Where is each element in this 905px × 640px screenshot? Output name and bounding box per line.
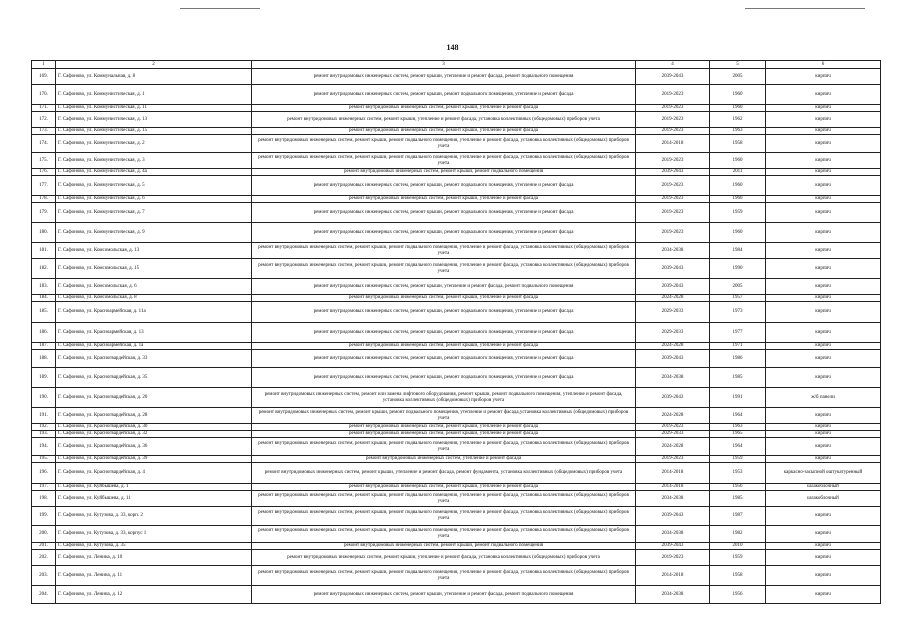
year-cell: 1965: [710, 431, 766, 438]
year-cell: 1959: [710, 550, 766, 566]
works-cell: ремонт внутридомовых инженерных систем, ремонт или замена лифтового оборудования, ремонт крыши, ремонт подвального помещения, утепление и ремонт фасада, установка коллективных (общедомовых) приборов учета: [252, 388, 636, 408]
year-cell: 1973: [710, 302, 766, 323]
year-cell: 1982: [710, 526, 766, 543]
row-number: 184.: [32, 295, 56, 302]
works-cell: ремонт внутридомовых инженерных систем, ремонт крыши, ремонт подвального помещения, утепление и ремонт фасада: [252, 176, 636, 196]
works-cell: ремонт внутридомовых инженерных систем, ремонт крыши, ремонт подвального помещения, утепление и ремонт фасада: [252, 350, 636, 368]
address-cell: Г. Сафоново, ул. Коммунистическая, д. 1: [56, 85, 252, 105]
year-cell: 1991: [710, 388, 766, 408]
period-cell: 2039-2043: [636, 69, 710, 85]
row-number: 185.: [32, 302, 56, 323]
table-row: [32, 196, 881, 203]
period-cell: 2014-2018: [636, 463, 710, 484]
works-cell: ремонт внутридомовых инженерных систем, ремонт крыши, ремонт подвального помещения, утепление и ремонт фасада: [252, 302, 636, 323]
works-cell: ремонт внутридомовых инженерных систем, ремонт крыши, ремонт подвального помещения: [252, 169, 636, 176]
address-cell: Г. Сафоново, ул. Красногвардейская, д. 30: [56, 424, 252, 431]
address-cell: Г. Сафоново, ул. Красноармейская, д. 11а: [56, 302, 252, 323]
row-number: 200.: [32, 526, 56, 543]
material-cell: кирпич: [766, 85, 881, 105]
table-row: [32, 69, 881, 85]
works-cell: ремонт внутридомовых инженерных систем, ремонт крыши, ремонт подвального помещения, утепление и ремонт фасада, установка коллективных (общедомовых) приборов учета: [252, 438, 636, 456]
works-cell: ремонт внутридомовых инженерных систем, ремонт крыши, утепление и ремонт фасада, установка коллективных (общедомовых) приборов учета: [252, 550, 636, 566]
row-number: 169.: [32, 69, 56, 85]
works-cell: ремонт внутридомовых инженерных систем, ремонт крыши, утепление и ремонт фасада: [252, 105, 636, 112]
material-cell: кирпич: [766, 259, 881, 279]
table-row: [32, 491, 881, 507]
works-cell: ремонт внутридомовых инженерных систем, ремонт крыши, ремонт подвального помещения, утепление и ремонт фасада, установка коллективных (общедомовых) приборов учета: [252, 507, 636, 526]
table-row: [32, 586, 881, 604]
table-row: [32, 169, 881, 176]
address-cell: Г. Сафоново, ул. Красноармейская, д. 13: [56, 323, 252, 343]
period-cell: 2034-2038: [636, 526, 710, 543]
works-cell: ремонт внутридомовых инженерных систем, ремонт крыши, ремонт подвального помещения, утепление и ремонт фасада, установка коллективных (общедомовых) приборов учета: [252, 153, 636, 169]
period-cell: 2029-2033: [636, 323, 710, 343]
address-cell: Г. Сафоново, ул. Коммунистическая, д. 3: [56, 153, 252, 169]
works-cell: ремонт внутридомовых инженерных систем, ремонт крыши, ремонт подвального помещения, утепление и ремонт фасада, установка коллективных (общедомовых) приборов учета: [252, 566, 636, 586]
address-cell: Г. Сафоново, ул. Коммунистическая, д. 7: [56, 203, 252, 223]
address-cell: Г. Сафоново, ул. Комсомольская, д. 6: [56, 279, 252, 295]
row-number: 170.: [32, 85, 56, 105]
table-row: [32, 550, 881, 566]
address-cell: Г. Сафоново, ул. Кутузова, д. 35: [56, 543, 252, 550]
table-row: [32, 484, 881, 491]
period-cell: 2019-2023: [636, 223, 710, 243]
works-cell: ремонт внутридомовых инженерных систем, ремонт крыши, ремонт подвального помещения, утепление и ремонт фасада: [252, 85, 636, 105]
address-cell: Г. Сафоново, ул. Коммунальная, д. 8: [56, 69, 252, 85]
material-cell: кирпич: [766, 153, 881, 169]
period-cell: 2019-2023: [636, 456, 710, 463]
address-cell: Г. Сафоново, ул. Ленина, д. 11: [56, 566, 252, 586]
row-number: 177.: [32, 176, 56, 196]
period-cell: 2014-2018: [636, 484, 710, 491]
address-cell: Г. Сафоново, ул. Комсомольская, д. 13: [56, 243, 252, 259]
table-row: [32, 259, 881, 279]
material-cell: кирпич: [766, 507, 881, 526]
table-row: [32, 368, 881, 388]
row-number: 203.: [32, 566, 56, 586]
year-cell: 1963: [710, 128, 766, 135]
row-number: 186.: [32, 323, 56, 343]
row-number: 190.: [32, 388, 56, 408]
table-row: [32, 203, 881, 223]
year-cell: 1960: [710, 196, 766, 203]
works-cell: ремонт внутридомовых инженерных систем, ремонт крыши, ремонт подвального помещения, утепление и ремонт фасада,установка коллективных (общедомовых) приборов учета: [252, 408, 636, 424]
works-cell: ремонт внутридомовых инженерных систем, ремонт крыши, утепление и ремонт фасада: [252, 484, 636, 491]
row-number: 193.: [32, 431, 56, 438]
row-number: 171.: [32, 105, 56, 112]
row-number: 191.: [32, 408, 56, 424]
material-cell: ж/б панели: [766, 388, 881, 408]
table-row: [32, 343, 881, 350]
material-cell: кирпич: [766, 203, 881, 223]
period-cell: 2019-2023: [636, 424, 710, 431]
material-cell: кирпич: [766, 550, 881, 566]
period-cell: 2019-2023: [636, 176, 710, 196]
top-rule-right: [745, 8, 865, 9]
address-cell: Г. Сафоново, ул. Кутузова, д. 33, корпус 1: [56, 526, 252, 543]
works-cell: ремонт внутридомовых инженерных систем, ремонт крыши, ремонт подвального помещения, утепление и ремонт фасада, установка коллективных (общедомовых) приборов учета: [252, 526, 636, 543]
table-row: [32, 85, 881, 105]
address-cell: Г. Сафоново, ул. Красногвардейская, д. 28: [56, 408, 252, 424]
year-cell: 1960: [710, 153, 766, 169]
year-cell: 1958: [710, 135, 766, 153]
period-cell: 2019-2023: [636, 128, 710, 135]
address-cell: Г. Сафоново, ул. Красногвардейская, д. 33: [56, 350, 252, 368]
row-number: 175.: [32, 153, 56, 169]
address-cell: Г. Сафоново, ул. Красногвардейская, д. 35: [56, 368, 252, 388]
works-cell: ремонт внутридомовых инженерных систем, ремонт крыши, утепление и ремонт фасада, ремонт подвального помещения: [252, 279, 636, 295]
row-number: 172.: [32, 112, 56, 128]
row-number: 199.: [32, 507, 56, 526]
material-cell: кирпич: [766, 176, 881, 196]
address-cell: Г. Сафоново, ул. Коммунистическая, д. 5: [56, 176, 252, 196]
year-cell: 1958: [710, 566, 766, 586]
row-number: 180.: [32, 223, 56, 243]
works-cell: ремонт внутридомовых инженерных систем, ремонт крыши, утепление и ремонт фасада: [252, 343, 636, 350]
row-number: 201.: [32, 543, 56, 550]
year-cell: 1953: [710, 463, 766, 484]
year-cell: 1984: [710, 243, 766, 259]
year-cell: 1962: [710, 112, 766, 128]
row-number: 182.: [32, 259, 56, 279]
works-cell: ремонт внутридомовых инженерных систем, ремонт крыши, утепление и ремонт фасада, ремонт подвального помещения: [252, 586, 636, 604]
year-cell: 1985: [710, 368, 766, 388]
works-cell: ремонт внутридомовых инженерных систем, ремонт крыши, ремонт подвального помещения, утепление и ремонт фасада, установка коллективных (общедомовых) приборов учета: [252, 259, 636, 279]
row-number: 181.: [32, 243, 56, 259]
table-row: [32, 424, 881, 431]
row-number: 195.: [32, 456, 56, 463]
repair-program-table: [31, 60, 881, 604]
table-row: [32, 323, 881, 343]
row-number: 204.: [32, 586, 56, 604]
address-cell: Г. Сафоново, ул. Красногвардейская, д. 4: [56, 463, 252, 484]
table-row: [32, 438, 881, 456]
table-row: [32, 223, 881, 243]
row-number: 174.: [32, 135, 56, 153]
address-cell: Г. Сафоново, ул. Коммунистическая, д. 11: [56, 105, 252, 112]
column-number: 2: [56, 61, 252, 69]
address-cell: Г. Сафоново, ул. Комсомольская, д. 15: [56, 259, 252, 279]
year-cell: 2011: [710, 169, 766, 176]
column-number: 3: [252, 61, 636, 69]
year-cell: 1957: [710, 295, 766, 302]
period-cell: 2034-2038: [636, 368, 710, 388]
table-row: [32, 408, 881, 424]
row-number: 189.: [32, 368, 56, 388]
row-number: 188.: [32, 350, 56, 368]
material-cell: кирпич: [766, 223, 881, 243]
material-cell: кирпич: [766, 438, 881, 456]
table-row: [32, 243, 881, 259]
table-row: [32, 543, 881, 550]
address-cell: Г. Сафоново, ул. Куйбышева, д. 1: [56, 484, 252, 491]
material-cell: шлакоблочный: [766, 484, 881, 491]
column-number: 4: [636, 61, 710, 69]
address-cell: Г. Сафоново, ул. Красногвардейская, д. 39: [56, 456, 252, 463]
works-cell: ремонт внутридомовых инженерных систем, ремонт крыши, ремонт подвального помещения, утепление и ремонт фасада, установка коллективных (общедомовых) приборов учета: [252, 491, 636, 507]
address-cell: Г. Сафоново, ул. Красногвардейская, д. 32: [56, 431, 252, 438]
period-cell: 2019-2023: [636, 105, 710, 112]
material-cell: кирпич: [766, 424, 881, 431]
period-cell: 2014-2018: [636, 135, 710, 153]
year-cell: 2005: [710, 69, 766, 85]
works-cell: ремонт внутридомовых инженерных систем, утепление и ремонт фасада: [252, 456, 636, 463]
table-row: [32, 302, 881, 323]
year-cell: 1960: [710, 176, 766, 196]
material-cell: кирпич: [766, 431, 881, 438]
period-cell: 2024-2028: [636, 295, 710, 302]
material-cell: кирпич: [766, 543, 881, 550]
period-cell: 2039-2043: [636, 543, 710, 550]
address-cell: Г. Сафоново, ул. Коммунистическая, д. 6: [56, 196, 252, 203]
period-cell: 2024-2028: [636, 343, 710, 350]
material-cell: кирпич: [766, 456, 881, 463]
address-cell: Г. Сафоново, ул. Коммунистическая, д. 2: [56, 135, 252, 153]
column-number: 6: [766, 61, 881, 69]
material-cell: кирпич: [766, 350, 881, 368]
address-cell: Г. Сафоново, ул. Коммунистическая, д. 4а: [56, 169, 252, 176]
table-row: [32, 279, 881, 295]
period-cell: 2039-2043: [636, 259, 710, 279]
row-number: 173.: [32, 128, 56, 135]
works-cell: ремонт внутридомовых инженерных систем, ремонт крыши, утепление и ремонт фасада: [252, 431, 636, 438]
year-cell: 1987: [710, 507, 766, 526]
table-row: [32, 507, 881, 526]
period-cell: 2019-2023: [636, 153, 710, 169]
column-number-row: [32, 61, 881, 69]
year-cell: 1971: [710, 343, 766, 350]
works-cell: ремонт внутридомовых инженерных систем, ремонт крыши, ремонт подвального помещения: [252, 543, 636, 550]
material-cell: кирпич: [766, 243, 881, 259]
year-cell: 2005: [710, 279, 766, 295]
material-cell: кирпич: [766, 169, 881, 176]
row-number: 192.: [32, 424, 56, 431]
period-cell: 2019-2023: [636, 196, 710, 203]
table-row: [32, 526, 881, 543]
row-number: 178.: [32, 196, 56, 203]
table-row: [32, 463, 881, 484]
material-cell: кирпич: [766, 526, 881, 543]
works-cell: ремонт внутридомовых инженерных систем, ремонт крыши, утепление и ремонт фасада: [252, 424, 636, 431]
works-cell: ремонт внутридомовых инженерных систем, ремонт крыши, ремонт подвального помещения, утепление и ремонт фасада, установка коллективных (общедомовых) приборов учета: [252, 135, 636, 153]
period-cell: 2014-2018: [636, 566, 710, 586]
works-cell: ремонт внутридомовых инженерных систем, ремонт крыши, утепление и ремонт фасада, ремонт подвального помещения: [252, 69, 636, 85]
table-row: [32, 112, 881, 128]
works-cell: ремонт внутридомовых инженерных систем, ремонт крыши, ремонт подвального помещения, утепление и ремонт фасада: [252, 223, 636, 243]
address-cell: Г. Сафоново, ул. Красноармейская, д. 1а: [56, 343, 252, 350]
material-cell: кирпич: [766, 295, 881, 302]
year-cell: 1977: [710, 323, 766, 343]
material-cell: кирпич: [766, 69, 881, 85]
year-cell: 2010: [710, 543, 766, 550]
material-cell: кирпич: [766, 586, 881, 604]
period-cell: 2029-2033: [636, 431, 710, 438]
table-row: [32, 176, 881, 196]
period-cell: 2019-2023: [636, 85, 710, 105]
table-row: [32, 295, 881, 302]
table-row: [32, 388, 881, 408]
works-cell: ремонт внутридомовых инженерных систем, ремонт крыши, ремонт подвального помещения, утепление и ремонт фасада, установка коллективных (общедомовых) приборов учета: [252, 243, 636, 259]
column-number: 5: [710, 61, 766, 69]
year-cell: 1959: [710, 203, 766, 223]
table-row: [32, 105, 881, 112]
period-cell: 2039-2043: [636, 388, 710, 408]
address-cell: Г. Сафоново, ул. Красногвардейская, д. 36: [56, 438, 252, 456]
row-number: 198.: [32, 491, 56, 507]
row-number: 183.: [32, 279, 56, 295]
row-number: 194.: [32, 438, 56, 456]
period-cell: 2019-2023: [636, 112, 710, 128]
period-cell: 2019-2023: [636, 550, 710, 566]
works-cell: ремонт внутридомовых инженерных систем, ремонт крыши, утепление и ремонт фасада: [252, 128, 636, 135]
period-cell: 2039-2043: [636, 279, 710, 295]
year-cell: 1960: [710, 85, 766, 105]
material-cell: кирпич: [766, 566, 881, 586]
period-cell: 2034-2038: [636, 586, 710, 604]
year-cell: 1964: [710, 438, 766, 456]
period-cell: 2039-2043: [636, 507, 710, 526]
table-row: [32, 128, 881, 135]
table-row: [32, 456, 881, 463]
row-number: 196.: [32, 463, 56, 484]
page-number: 148: [446, 43, 459, 52]
period-cell: 2024-2028: [636, 438, 710, 456]
period-cell: 2039-2043: [636, 169, 710, 176]
material-cell: кирпич: [766, 135, 881, 153]
column-number: 1: [32, 61, 56, 69]
address-cell: Г. Сафоново, ул. Коммунистическая, д. 9: [56, 223, 252, 243]
period-cell: 2029-2033: [636, 302, 710, 323]
material-cell: кирпич: [766, 112, 881, 128]
address-cell: Г. Сафоново, ул. Ленина, д. 10: [56, 550, 252, 566]
material-cell: кирпич: [766, 408, 881, 424]
material-cell: кирпич: [766, 196, 881, 203]
material-cell: кирпич: [766, 368, 881, 388]
year-cell: 1963: [710, 424, 766, 431]
year-cell: 1985: [710, 491, 766, 507]
period-cell: 2039-2043: [636, 350, 710, 368]
year-cell: 1960: [710, 105, 766, 112]
year-cell: 1959: [710, 456, 766, 463]
year-cell: 1986: [710, 350, 766, 368]
row-number: 176.: [32, 169, 56, 176]
works-cell: ремонт внутридомовых инженерных систем, ремонт крыши, утепление и ремонт фасада, установка коллективных (общедомовых) приборов учета: [252, 112, 636, 128]
works-cell: ремонт внутридомовых инженерных систем, ремонт крыши, утепление и ремонт фасада: [252, 295, 636, 302]
table-row: [32, 566, 881, 586]
row-number: 202.: [32, 550, 56, 566]
material-cell: кирпич: [766, 105, 881, 112]
period-cell: 2034-2038: [636, 491, 710, 507]
top-rule-left: [180, 8, 260, 9]
material-cell: кирпич: [766, 343, 881, 350]
material-cell: кирпич: [766, 279, 881, 295]
address-cell: Г. Сафоново, ул. Коммунистическая, д. 15: [56, 128, 252, 135]
table-row: [32, 153, 881, 169]
material-cell: кирпич: [766, 302, 881, 323]
address-cell: Г. Сафоново, ул. Кутузова, д. 33, корп. 2: [56, 507, 252, 526]
row-number: 187.: [32, 343, 56, 350]
address-cell: Г. Сафоново, ул. Красногвардейская, д. 20: [56, 388, 252, 408]
row-number: 179.: [32, 203, 56, 223]
year-cell: 1960: [710, 223, 766, 243]
year-cell: 1964: [710, 408, 766, 424]
works-cell: ремонт внутридомовых инженерных систем, ремонт крыши, ремонт подвального помещения, утепление и ремонт фасада: [252, 323, 636, 343]
material-cell: кирпич: [766, 128, 881, 135]
works-cell: ремонт внутридомовых инженерных систем, ремонт крыши, ремонт подвального помещения, утепление и ремонт фасада: [252, 368, 636, 388]
table-row: [32, 350, 881, 368]
table-row: [32, 431, 881, 438]
address-cell: Г. Сафоново, ул. Куйбышева, д. 11: [56, 491, 252, 507]
period-cell: 2024-2028: [636, 408, 710, 424]
address-cell: Г. Сафоново, ул. Коммунистическая, д. 13: [56, 112, 252, 128]
works-cell: ремонт внутридомовых инженерных систем, ремонт крыши, утепление и ремонт фасада, ремонт фундамента, установка коллективных (общедомовых) приборов учета: [252, 463, 636, 484]
period-cell: 2034-2038: [636, 243, 710, 259]
material-cell: кирпич: [766, 323, 881, 343]
works-cell: ремонт внутридомовых инженерных систем, ремонт крыши, ремонт подвального помещения, утепление и ремонт фасада: [252, 203, 636, 223]
period-cell: 2019-2023: [636, 203, 710, 223]
works-cell: ремонт внутридомовых инженерных систем, ремонт крыши, утепление и ремонт фасада: [252, 196, 636, 203]
year-cell: 1990: [710, 259, 766, 279]
row-number: 197.: [32, 484, 56, 491]
year-cell: 1956: [710, 586, 766, 604]
address-cell: Г. Сафоново, ул. Комсомольская, д. 8: [56, 295, 252, 302]
year-cell: 1956: [710, 484, 766, 491]
table-row: [32, 135, 881, 153]
material-cell: каркасно-засыпной оштукатуренный: [766, 463, 881, 484]
material-cell: шлакоблочный: [766, 491, 881, 507]
address-cell: Г. Сафоново, ул. Ленина, д. 12: [56, 586, 252, 604]
